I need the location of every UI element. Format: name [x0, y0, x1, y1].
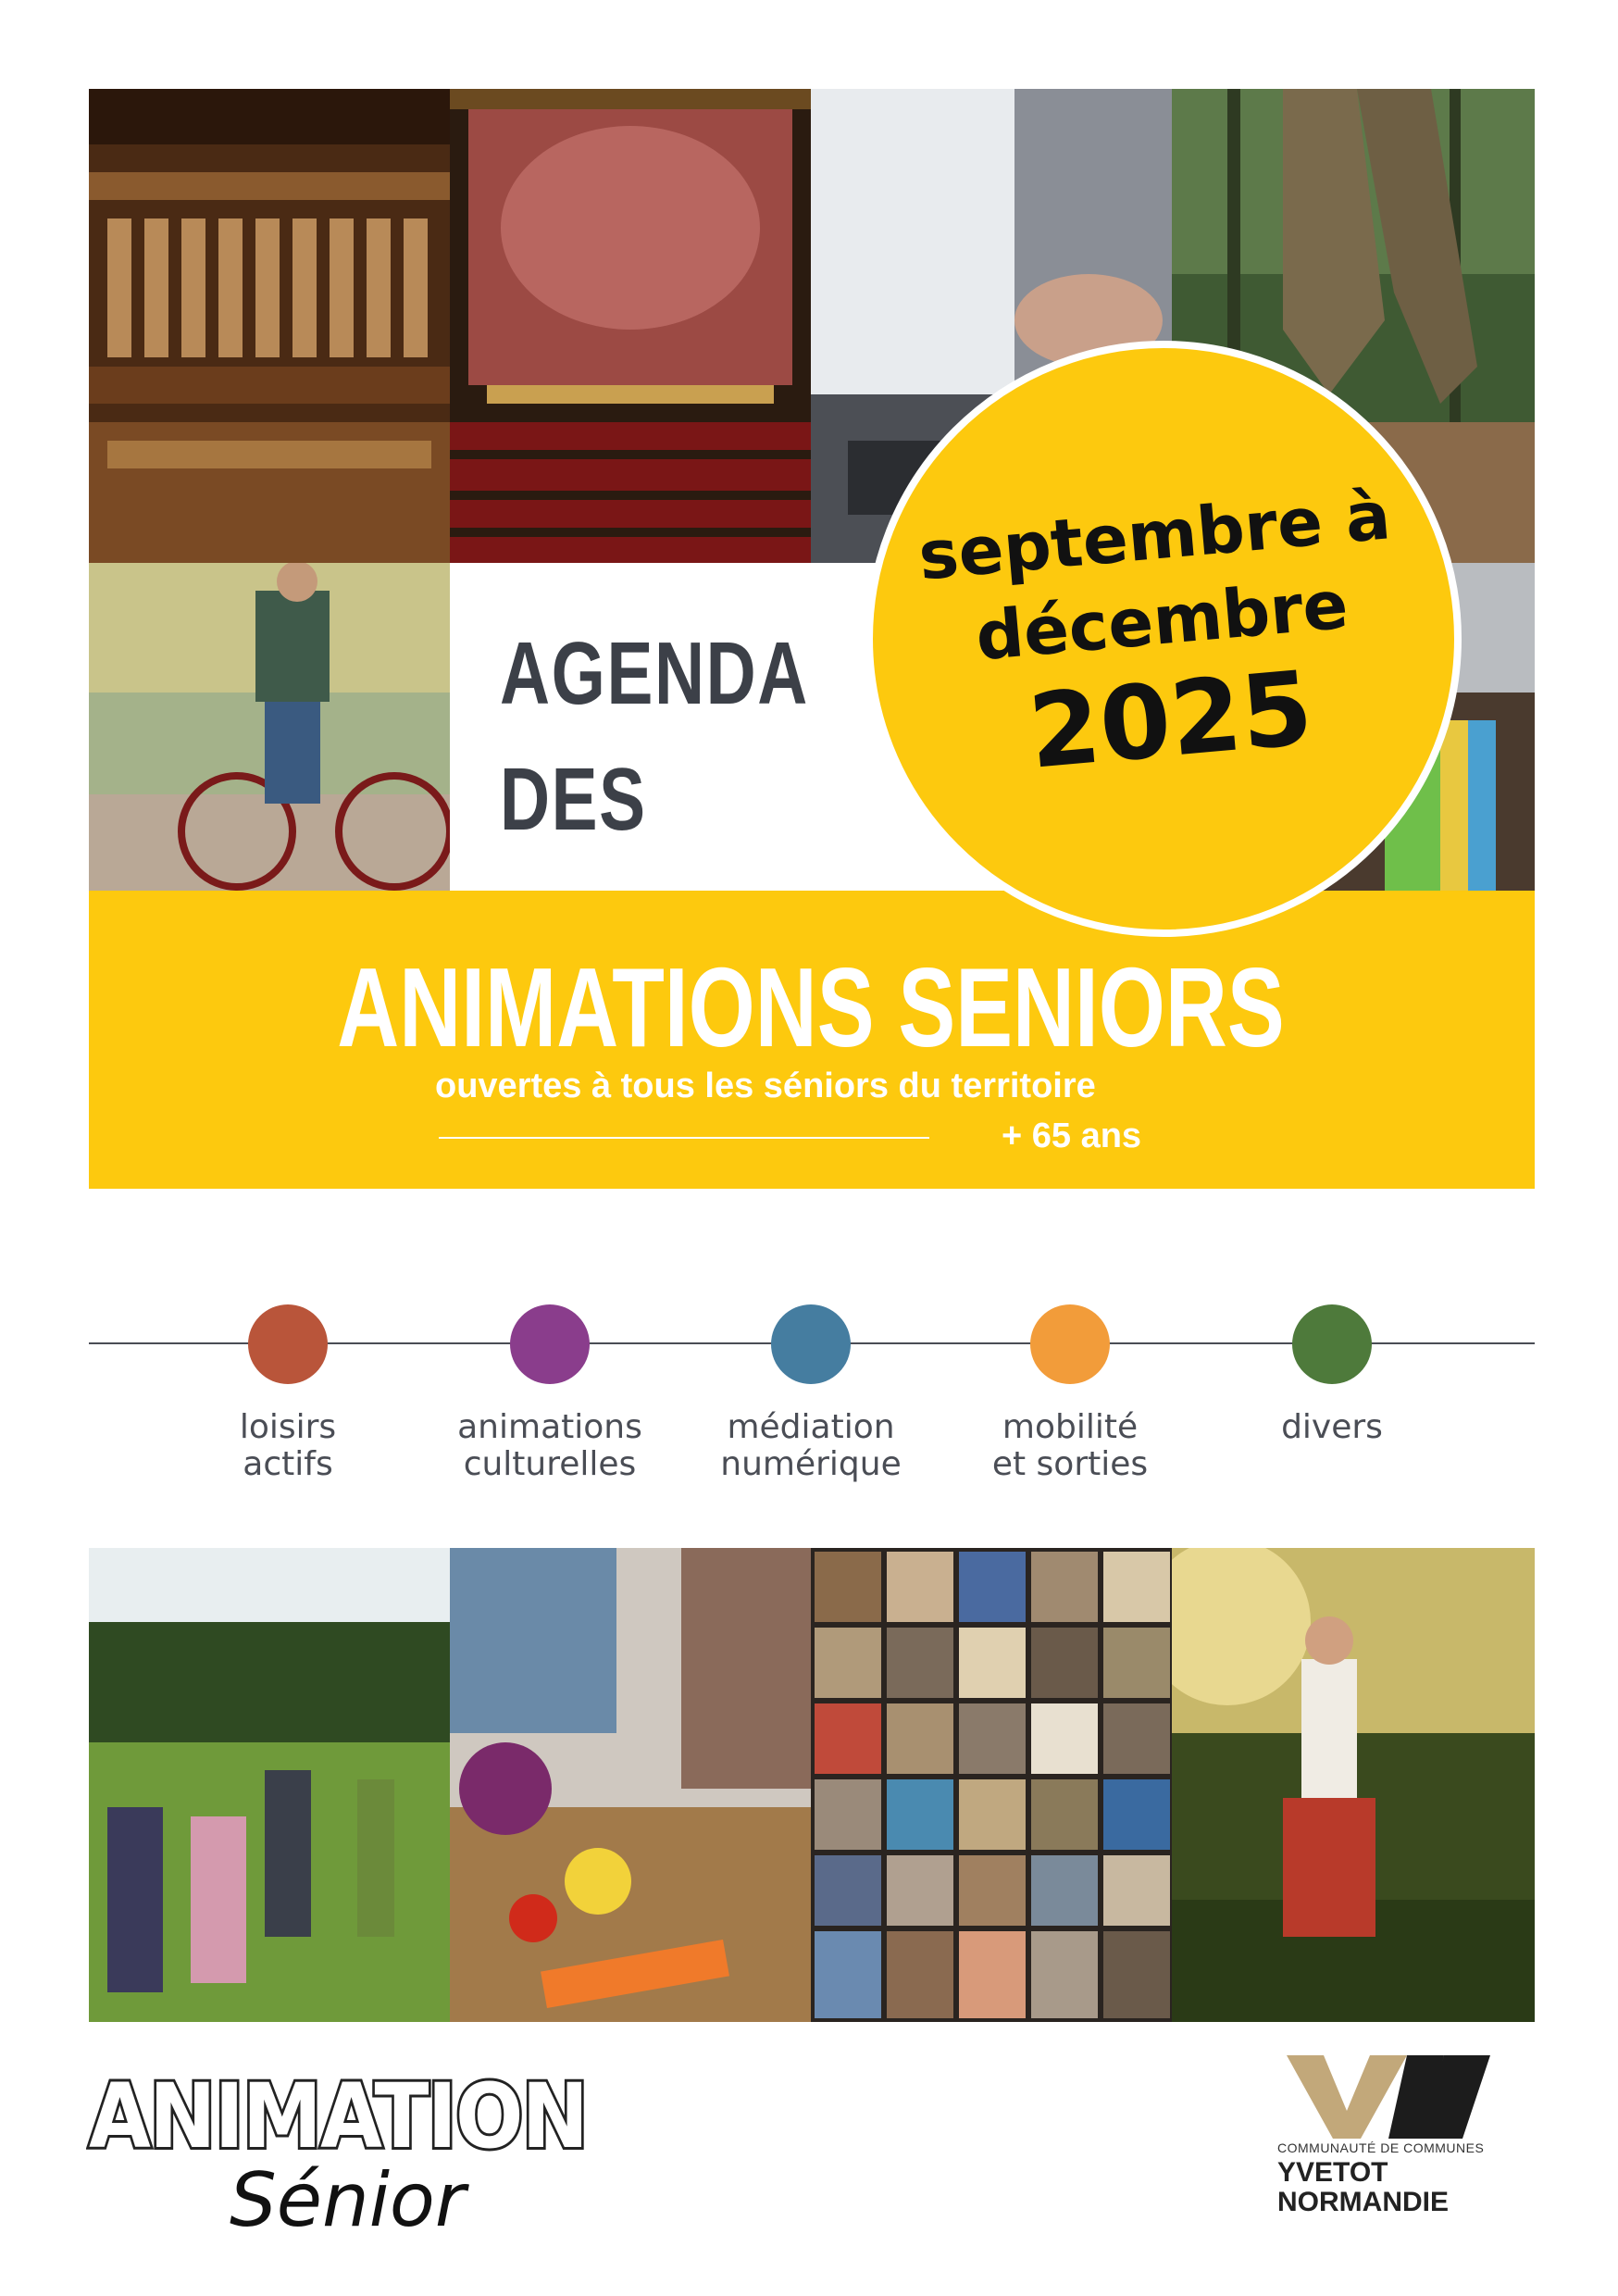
date-line-1: septembre à	[915, 476, 1394, 595]
category-label-numerique: médiation numérique	[720, 1408, 902, 1483]
agenda-line-1: AGENDA	[500, 624, 809, 723]
date-year: 2025	[1024, 648, 1317, 792]
agenda-line-2: DES	[500, 750, 647, 849]
category-label-culturelles: animations culturelles	[457, 1408, 642, 1483]
category-dot-culturelles	[510, 1304, 590, 1384]
partner-name-2: NORMANDIE	[1277, 2187, 1449, 2217]
partner-small-text: COMMUNAUTÉ DE COMMUNES	[1277, 2140, 1485, 2155]
balance-photo	[1172, 1548, 1535, 2022]
date-line-2: décembre	[972, 565, 1351, 676]
category-dot-mobilite	[1030, 1304, 1110, 1384]
category-label-loisirs: loisirs actifs	[239, 1408, 337, 1483]
banner-divider	[439, 1137, 929, 1139]
category-dot-loisirs	[248, 1304, 328, 1384]
theater-photo	[450, 89, 811, 563]
animation-logo: ANIMATION	[89, 2065, 588, 2168]
cyclist-photo	[89, 563, 450, 891]
organ-photo	[89, 89, 450, 563]
category-dot-divers	[1292, 1304, 1372, 1384]
agenda-title	[500, 611, 809, 863]
partner-name-1: YVETOT	[1277, 2157, 1388, 2188]
cooking-photo	[450, 1548, 811, 2022]
tiles-photo	[811, 1548, 1172, 2022]
category-label-mobilite: mobilité et sorties	[991, 1408, 1149, 1483]
group-walk-photo	[89, 1548, 450, 2022]
senior-logo-text: Sénior	[230, 2157, 466, 2243]
banner-subtitle: ouvertes à tous les séniors du territoire	[435, 1067, 1096, 1105]
banner-title: ANIMATIONS SENIORS	[337, 944, 1285, 1070]
title-banner	[89, 891, 1535, 1189]
category-label-divers: divers	[1281, 1408, 1383, 1446]
banner-age: + 65 ans	[1002, 1117, 1142, 1155]
category-dot-numerique	[771, 1304, 851, 1384]
date-badge	[865, 341, 1462, 937]
